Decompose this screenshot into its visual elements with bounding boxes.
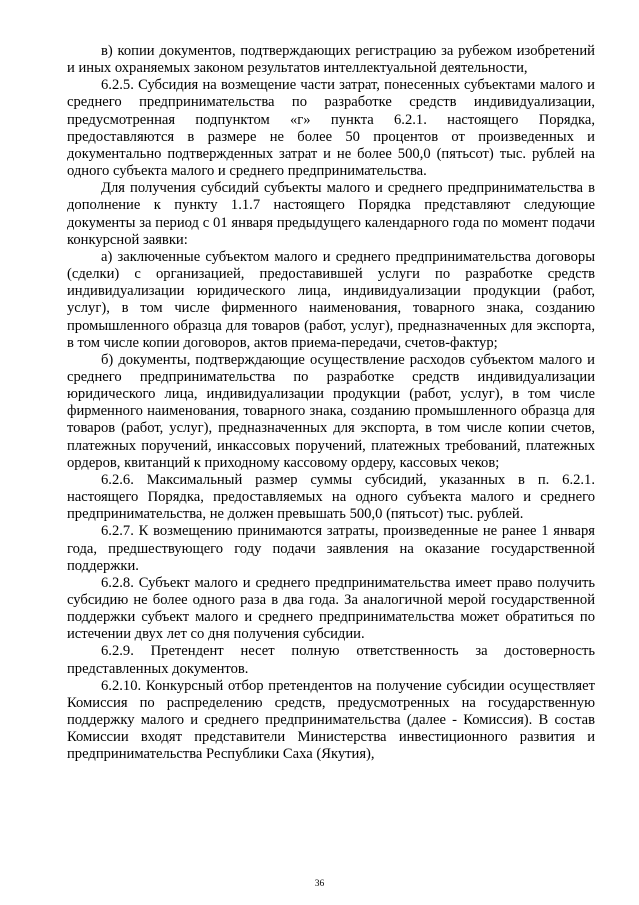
paragraph-6-2-7: 6.2.7. К возмещению принимаются затраты, произведенные не ранее 1 января года, предшествующего году подачи заявления на оказание государственной поддержки. — [67, 523, 595, 574]
document-body — [67, 43, 595, 764]
paragraph-item-b-documents: б) документы, подтверждающие осуществление расходов субъектом малого и среднего предпринимательства по разработке средств индивидуализации юридического лица, индивидуализации продукции (работ, услуг), в том числе фирменного наименования, товарного знака, созданию промышленного образца для товаров (работ, услуг), предназначенных для экспорта, в том числе копии счетов, платежных поручений, инкассовых поручений, платежных требований, платежных ордеров, квитанций к приходному кассовому ордеру, кассовых чеков; — [67, 351, 595, 471]
paragraph-6-2-9: 6.2.9. Претендент несет полную ответственность за достоверность представленных документов. — [67, 643, 595, 677]
paragraph-item-a-contracts: а) заключенные субъектом малого и среднего предпринимательства договоры (сделки) с организацией, предоставившей услуги по разработке средств индивидуализации юридического лица, индивидуализации продукции (работ, услуг), в том числе фирменного наименования, товарного знака, созданию промышленного образца для товаров (работ, услуг), предназначенных для экспорта, в том числе копии договоров, актов приема-передачи, счетов-фактур; — [67, 248, 595, 351]
paragraph-6-2-10: 6.2.10. Конкурсный отбор претендентов на получение субсидии осуществляет Комиссия по распределению средств, предусмотренных на государственную поддержку малого и среднего предпринимательства (далее - Комиссия). В состав Комиссии входят представители Министерства инвестиционного развития и предпринимательства Республики Саха (Якутия), — [67, 677, 595, 763]
paragraph-item-v-copies: в) копии документов, подтверждающих регистрацию за рубежом изобретений и иных охраняемых законом результатов интеллектуальной деятельности, — [67, 43, 595, 77]
paragraph-6-2-8: 6.2.8. Субъект малого и среднего предпринимательства имеет право получить субсидию не более одного раза в два года. За аналогичной мерой государственной поддержки субъект малого и среднего предпринимательства может обратиться по истечении двух лет со дня получения субсидии. — [67, 574, 595, 643]
paragraph-6-2-6: 6.2.6. Максимальный размер суммы субсидий, указанных в п. 6.2.1. настоящего Порядка, предоставляемых на одного субъекта малого и среднего предпринимательства, не должен превышать 500,0 (пятьсот) тыс. рублей. — [67, 471, 595, 523]
paragraph-documents-intro: Для получения субсидий субъекты малого и среднего предпринимательства в дополнение к пункту 1.1.7 настоящего Порядка представляют следующие документы за период с 01 января предыдущего календарного года по момент подачи конкурсной заявки: — [67, 180, 595, 248]
page-number: 36 — [314, 879, 325, 889]
paragraph-6-2-5: 6.2.5. Субсидия на возмещение части затрат, понесенных субъектами малого и среднего предпринимательства по разработке средств индивидуализации, предусмотренная подпунктом «г» пункта 6.2.1. настоящего Порядка, предоставляются в размере не более 50 процентов от произведенных и документально подтвержденных затрат и не более 500,0 (пятьсот) тыс. рублей на одного субъекта малого и среднего предпринимательства. — [67, 77, 595, 180]
